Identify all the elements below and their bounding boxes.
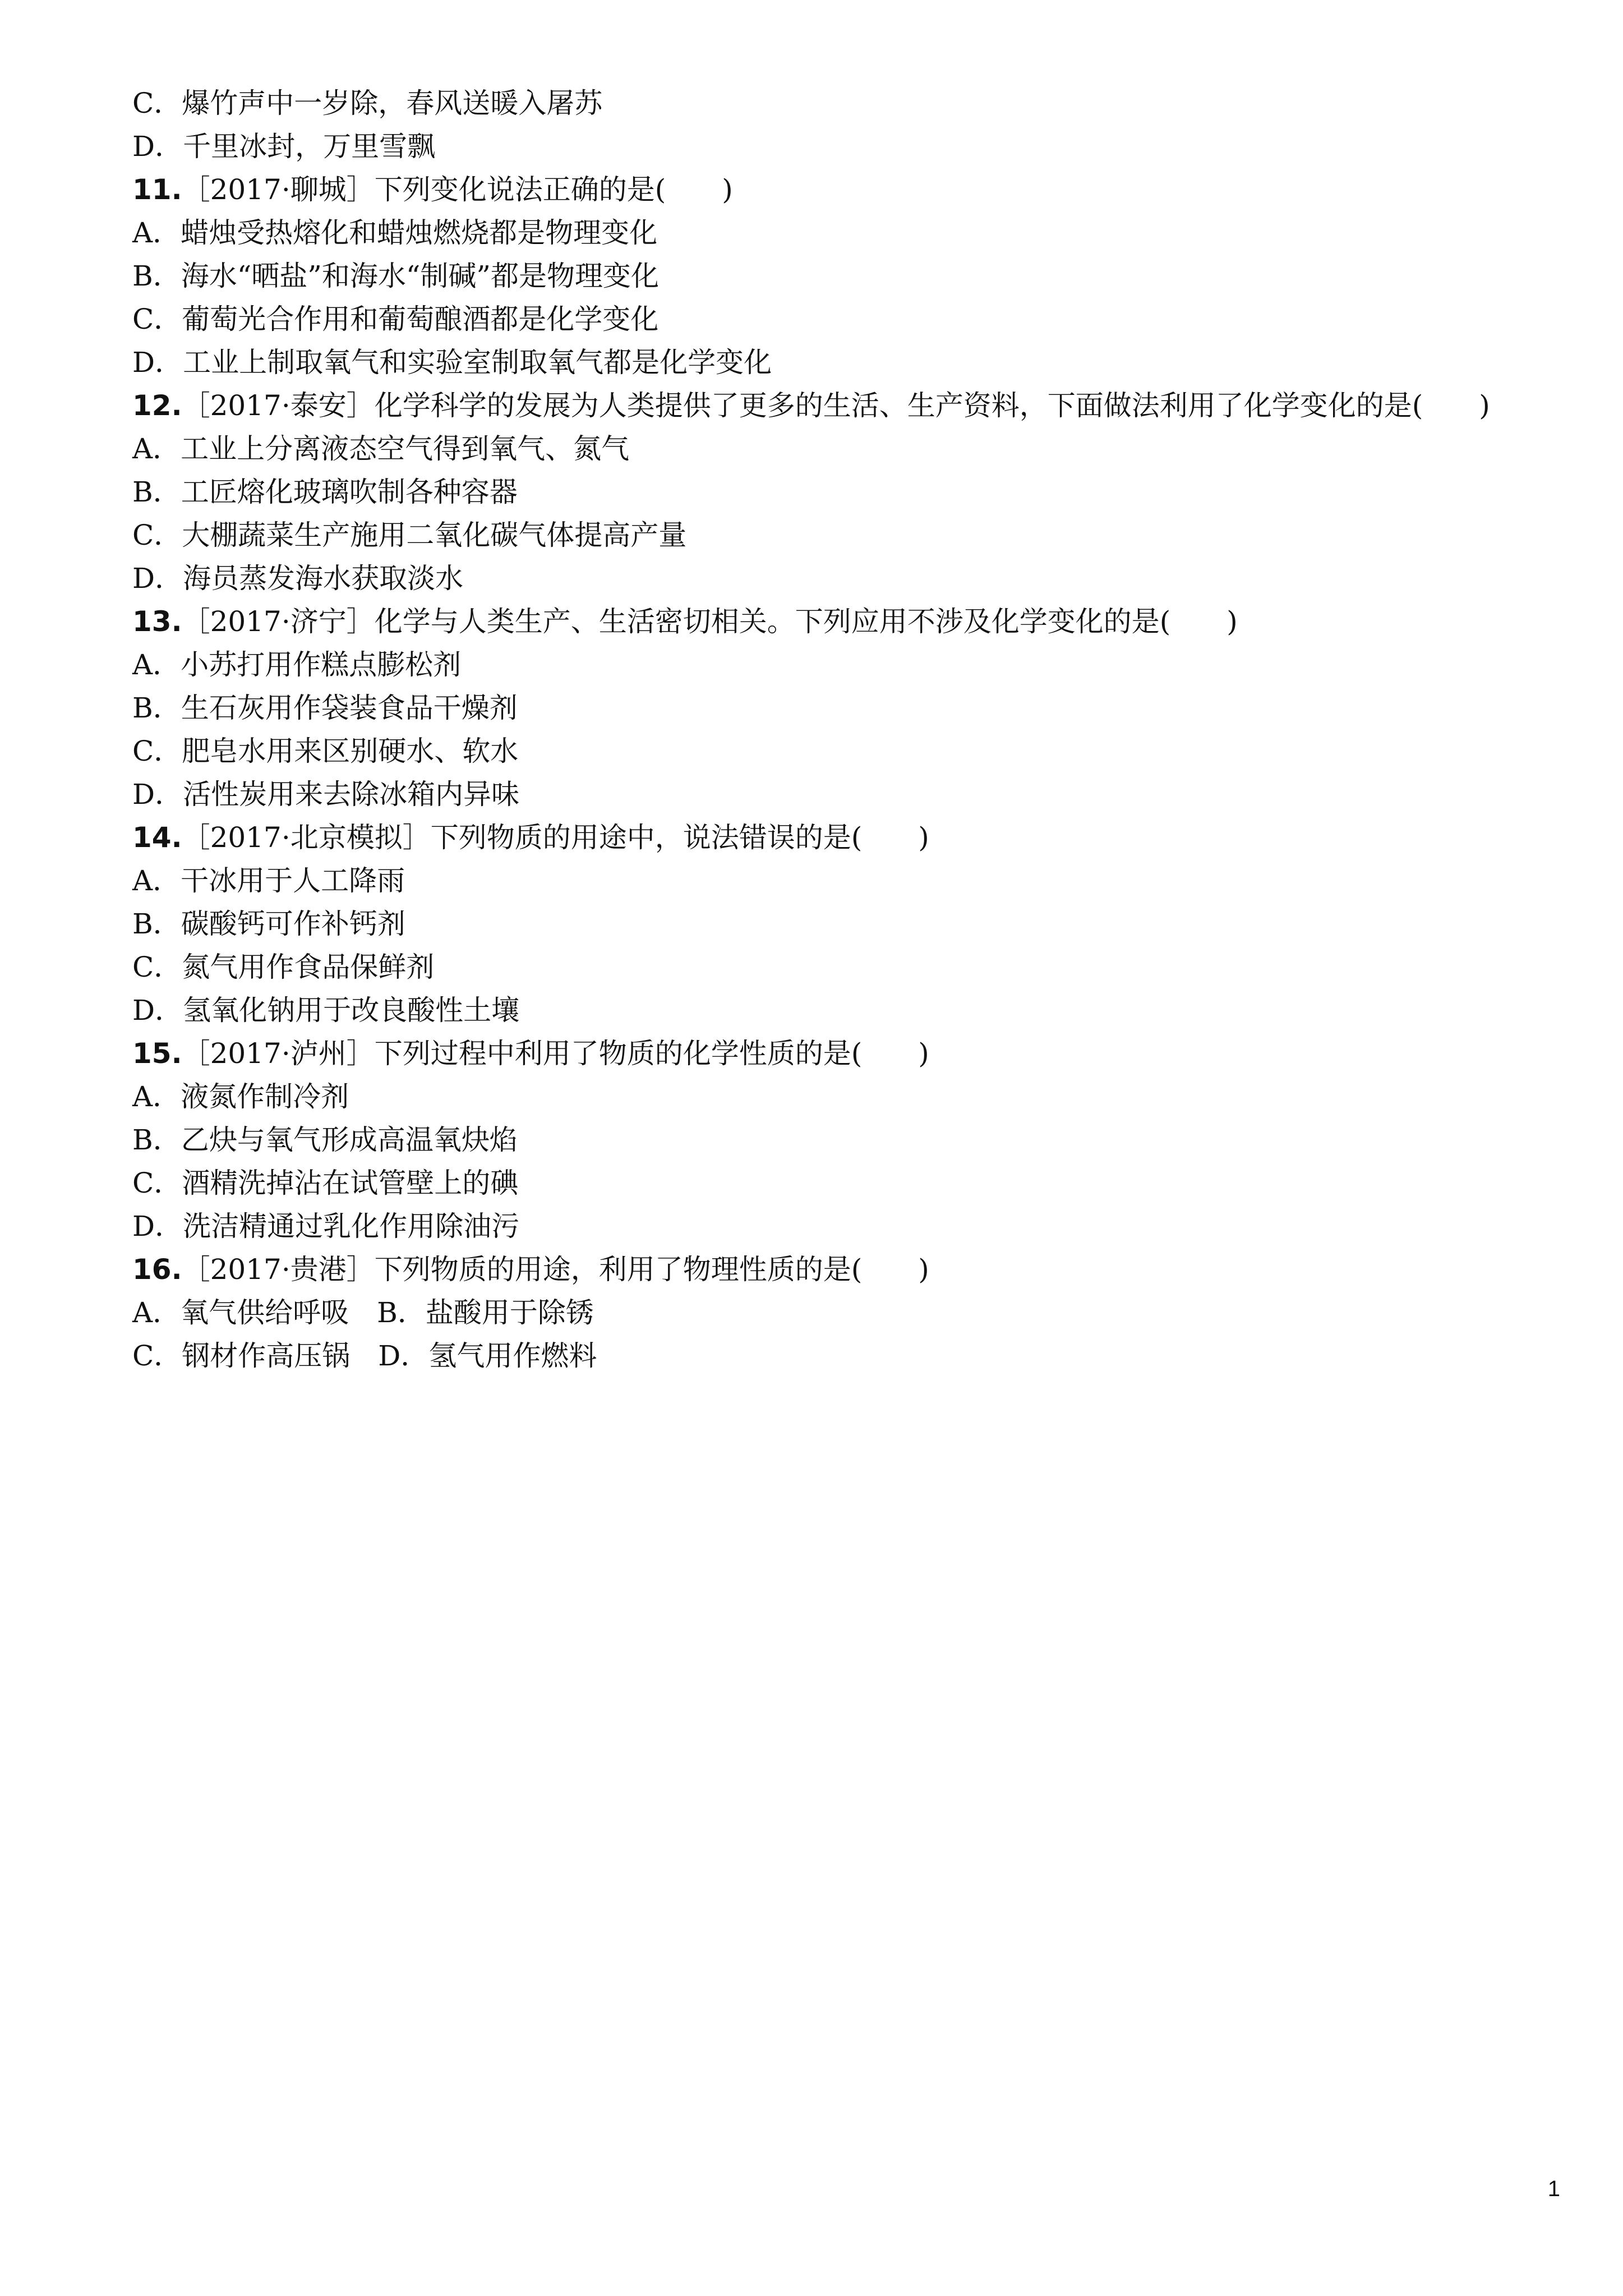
text-line (132, 1205, 1506, 1248)
text-line (132, 903, 1506, 946)
line-text: C．葡萄光合作用和葡萄酿酒都是化学变化 (132, 303, 659, 335)
line-text: ［2017·泸州］下列过程中利用了物质的化学性质的是( ) (182, 1037, 929, 1070)
text-line (132, 687, 1506, 730)
line-text: ［2017·济宁］化学与人类生产、生活密切相关。下列应用不涉及化学变化的是( ) (182, 605, 1238, 638)
question-number: 16. (132, 1253, 182, 1286)
line-text: ［2017·贵港］下列物质的用途，利用了物理性质的是( ) (182, 1253, 929, 1286)
line-text: A．蜡烛受热熔化和蜡烛燃烧都是物理变化 (132, 217, 658, 249)
line-text: C．钢材作高压锅 D．氢气用作燃料 (132, 1340, 597, 1372)
question-line (132, 1248, 1506, 1291)
line-text: C．氮气用作食品保鲜剂 (132, 951, 435, 983)
question-number: 15. (132, 1037, 182, 1070)
text-line (132, 730, 1506, 773)
text-line (132, 82, 1506, 125)
line-text: A．干冰用于人工降雨 (132, 864, 405, 897)
question-number: 14. (132, 821, 182, 854)
line-text: ［2017·北京模拟］下列物质的用途中，说法错误的是( ) (182, 821, 929, 854)
line-text: A．小苏打用作糕点膨松剂 (132, 648, 462, 681)
line-text: D．活性炭用来去除冰箱内异味 (132, 778, 520, 811)
line-text: D．海员蒸发海水获取淡水 (132, 562, 464, 595)
text-line (132, 1335, 1506, 1378)
text-line (132, 211, 1506, 255)
page-number: 1 (1547, 2177, 1560, 2201)
line-text: D．工业上制取氧气和实验室制取氧气都是化学变化 (132, 346, 772, 379)
line-text: B．乙炔与氧气形成高温氧炔焰 (132, 1124, 518, 1156)
line-text: C．爆竹声中一岁除，春风送暖入屠苏 (132, 87, 603, 119)
text-line (132, 1075, 1506, 1119)
line-text: B．工匠熔化玻璃吹制各种容器 (132, 476, 518, 508)
question-line (132, 1032, 1506, 1075)
line-text: D．氢氧化钠用于改良酸性土壤 (132, 994, 520, 1027)
question-line (132, 168, 1506, 211)
question-number: 12. (132, 389, 182, 422)
line-text: A．工业上分离液态空气得到氧气、氮气 (132, 432, 630, 465)
line-text: D．千里冰封，万里雪飘 (132, 130, 436, 163)
text-line (132, 773, 1506, 816)
text-line (132, 125, 1506, 168)
document-body (132, 82, 1506, 1378)
line-text: B．海水“晒盐”和海水“制碱”都是物理变化 (132, 260, 659, 292)
text-line (132, 427, 1506, 471)
text-line (132, 471, 1506, 514)
line-text: A．液氮作制冷剂 (132, 1080, 349, 1113)
line-text: B．生石灰用作袋装食品干燥剂 (132, 692, 518, 724)
text-line (132, 946, 1506, 989)
line-text: ［2017·聊城］下列变化说法正确的是( ) (182, 173, 733, 206)
question-line (132, 816, 1506, 859)
text-line (132, 643, 1506, 687)
text-line (132, 1162, 1506, 1205)
text-line (132, 255, 1506, 298)
text-line (132, 298, 1506, 341)
line-text: A．氧气供给呼吸 B．盐酸用于除锈 (132, 1296, 594, 1329)
text-line (132, 859, 1506, 903)
line-text: C．酒精洗掉沾在试管壁上的碘 (132, 1167, 519, 1199)
line-text: D．洗洁精通过乳化作用除油污 (132, 1210, 520, 1243)
line-text: C．大棚蔬菜生产施用二氧化碳气体提高产量 (132, 519, 687, 551)
text-line (132, 1119, 1506, 1162)
text-line (132, 989, 1506, 1032)
question-line (132, 384, 1506, 427)
line-text: C．肥皂水用来区别硬水、软水 (132, 735, 519, 767)
question-line (132, 600, 1506, 643)
text-line (132, 1291, 1506, 1335)
text-line (132, 341, 1506, 384)
text-line (132, 557, 1506, 600)
question-number: 11. (132, 173, 182, 206)
text-line (132, 514, 1506, 557)
line-text: B．碳酸钙可作补钙剂 (132, 908, 405, 940)
question-number: 13. (132, 605, 182, 638)
line-text: ［2017·泰安］化学科学的发展为人类提供了更多的生活、生产资料，下面做法利用了化学变化的是( ) (182, 389, 1490, 422)
